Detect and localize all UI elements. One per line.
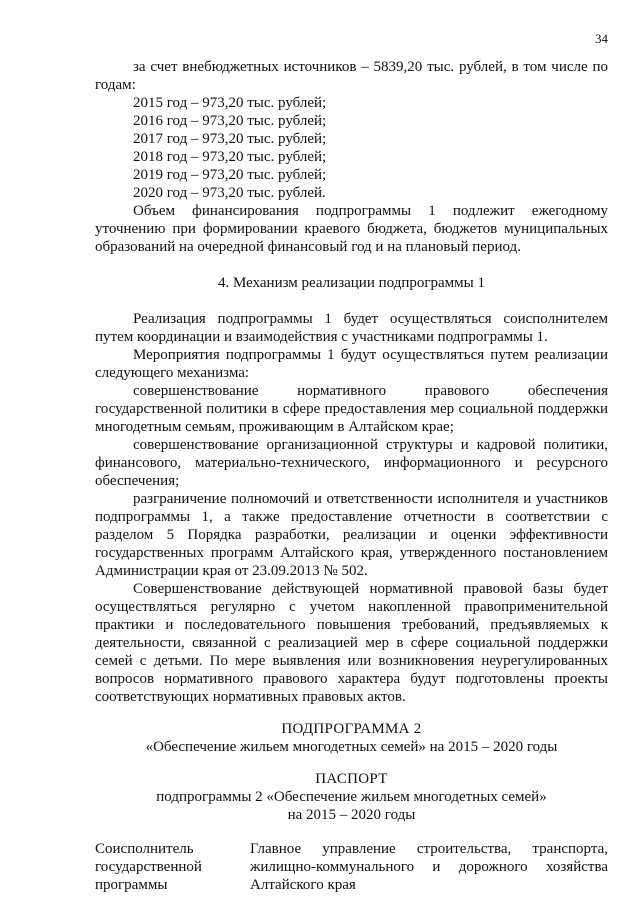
page-number: 34: [595, 31, 608, 46]
funding-year-2018: 2018 год – 973,20 тыс. рублей;: [133, 149, 327, 165]
paragraph: разграничение полномочий и ответственности исполнителя и участников подпрограммы 1, а также предоставление отчетности в соответствии с разделом 5 Порядка разработки, реализации и оценки эффективности государственных программ Алтайского края, утвержденного постановлением Администрации края от 23.09.2013 № 502.: [95, 491, 608, 579]
funding-line: за счет внебюджетных источников – 5839,20 тыс. рублей, в том числе по годам:: [95, 59, 608, 93]
paragraph: Мероприятия подпрограммы 1 будут осуществляться путем реализации следующего механизма:: [95, 347, 608, 381]
passport-title: ПАСПОРТ: [315, 771, 388, 787]
paragraph: Совершенствование действующей нормативной правовой базы будет осуществляться регулярно с учетом накопленной правоприменительной практики и последовательного повышения требований, предъявляемых к деятельности, связанной с реализацией мер в сфере социальной поддержки семей с детьми. По мере выявления или возникновения неурегулированных вопросов нормативного правового характера будут подготовлены проекты соответствующих нормативных правовых актов.: [95, 581, 608, 705]
paragraph: Реализация подпрограммы 1 будет осуществляться соисполнителем путем координации и взаимодействия с участниками подпрограммы 1.: [95, 311, 608, 345]
funding-year-2016: 2016 год – 973,20 тыс. рублей;: [133, 113, 327, 129]
paragraph: совершенствование нормативного правового обеспечения государственной политики в сфере предоставления мер социальной поддержки многодетным семьям, проживающим в Алтайском крае;: [95, 383, 608, 435]
funding-year-2017: 2017 год – 973,20 тыс. рублей;: [133, 131, 327, 147]
passport-row: [95, 840, 608, 894]
annual-note: Объем финансирования подпрограммы 1 подлежит ежегодному уточнению при формировании краевого бюджета, бюджетов муниципальных образований на очередной финансовый год и на плановый период.: [95, 203, 608, 255]
passport-row-value: Главное управление строительства, транспорта, жилищно-коммунального и дорожного хозяйства Алтайского края: [250, 841, 608, 893]
subprogram-title: ПОДПРОГРАММА 2: [281, 721, 422, 737]
subprogram-subtitle: «Обеспечение жильем многодетных семей» на 2015 – 2020 годы: [145, 739, 558, 755]
funding-year-2019: 2019 год – 973,20 тыс. рублей;: [133, 167, 327, 183]
section-heading: 4. Механизм реализации подпрограммы 1: [217, 275, 485, 291]
passport-subtitle: подпрограммы 2 «Обеспечение жильем многодетных семей»: [156, 789, 547, 805]
passport-years: на 2015 – 2020 годы: [287, 807, 416, 823]
paragraph: совершенствование организационной структуры и кадровой политики, финансового, материально-технического, информационного и ресурсного обеспечения;: [95, 437, 608, 489]
funding-year-2020: 2020 год – 973,20 тыс. рублей.: [133, 185, 326, 201]
document-body: [95, 58, 608, 894]
funding-year-2015: 2015 год – 973,20 тыс. рублей;: [133, 95, 327, 111]
passport-row-label: Соисполнитель государственной программы: [95, 841, 202, 893]
